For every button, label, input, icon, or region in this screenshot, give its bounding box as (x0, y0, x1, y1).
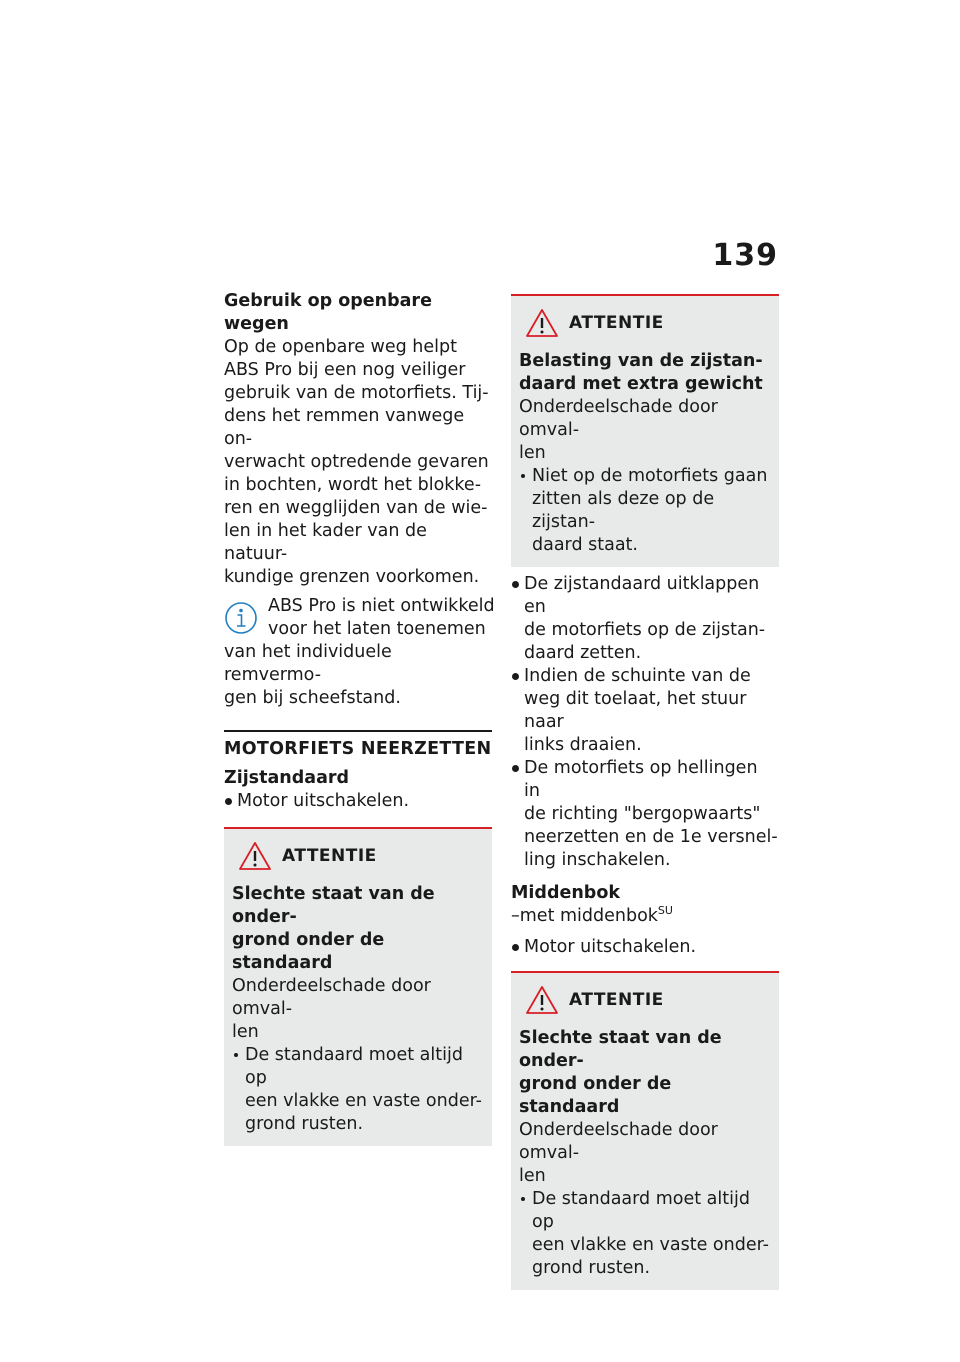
text-line: ren en wegglijden van de wie- (224, 498, 488, 518)
warning-subtitle: Slechte staat van de onder- (232, 884, 435, 927)
step-item: Motor uitschakelen. (511, 936, 779, 959)
text-line: gebruik van de motorfiets. Tij- (224, 383, 489, 403)
text-line: een vlakke en vaste onder- (532, 1235, 769, 1255)
text-line: ling inschakelen. (524, 850, 671, 870)
warning-header (232, 841, 484, 871)
warning-subtitle: grond onder de standaard (232, 930, 385, 973)
warning-subtitle: daard met extra gewicht (519, 374, 763, 394)
warning-header (519, 308, 771, 338)
text-line: grond rusten. (532, 1258, 651, 1278)
note-line: van het individuele remvermo- (224, 642, 392, 685)
warning-measure (519, 465, 771, 557)
note-line: ABS Pro is niet ontwikkeld (268, 596, 495, 616)
text-line: de motorfiets op de zijstan- (524, 620, 766, 640)
warning-title: ATTENTIE (569, 989, 664, 1010)
warning-title: ATTENTIE (569, 312, 664, 333)
text-line: links draaien. (524, 735, 642, 755)
condition-dash: – (511, 906, 520, 926)
text-line: Indien de schuinte van de (524, 666, 751, 686)
text-line: kundige grenzen voorkomen. (224, 567, 480, 587)
warning-measure (519, 1188, 771, 1280)
step-item: Motor uitschakelen. (224, 790, 492, 813)
warning-box (511, 294, 779, 567)
step-item (511, 665, 779, 757)
body-paragraph (224, 336, 492, 589)
step-list (511, 573, 779, 872)
text-line: Niet op de motorfiets gaan (532, 466, 768, 486)
text-line: Op de openbare weg helpt (224, 337, 457, 357)
sub-title-center-stand: Middenbok (511, 883, 620, 903)
text-line: grond rusten. (245, 1114, 364, 1134)
warning-subtitle: Slechte staat van de onder- (519, 1028, 722, 1071)
warning-measure (232, 1044, 484, 1136)
sub-title-side-stand: Zijstandaard (224, 768, 350, 788)
warning-consequence: len (232, 1022, 259, 1042)
text-line: een vlakke en vaste onder- (245, 1091, 482, 1111)
condition-line (511, 905, 779, 928)
text-line: ABS Pro bij een nog veiliger (224, 360, 466, 380)
text-line: zitten als deze op de zijstan- (532, 489, 715, 532)
text-line: De zijstandaard uitklappen en (524, 574, 760, 617)
warning-consequence: len (519, 443, 546, 463)
text-line: De motorfiets op hellingen in (524, 758, 758, 801)
warning-triangle-icon (238, 841, 272, 871)
note-line: gen bij scheefstand. (224, 688, 401, 708)
warning-triangle-icon (525, 985, 559, 1015)
warning-title: ATTENTIE (282, 845, 377, 866)
warning-header (519, 985, 771, 1015)
condition-sup: SU (657, 904, 673, 918)
warning-triangle-icon (525, 308, 559, 338)
left-column (224, 290, 495, 1146)
text-line: in bochten, wordt het blokke- (224, 475, 482, 495)
text-line: daard zetten. (524, 643, 642, 663)
text-line: De standaard moet altijd op (245, 1045, 463, 1088)
warning-subtitle: grond onder de standaard (519, 1074, 672, 1117)
section-title: MOTORFIETS NEERZETTEN (224, 730, 492, 761)
text-line: weg dit toelaat, het stuur naar (524, 689, 747, 732)
warning-consequence: Onderdeelschade door omval- (519, 397, 718, 440)
warning-subtitle: Belasting van de zijstan- (519, 351, 763, 371)
condition-text: met middenbok (519, 906, 658, 926)
heading-public-roads: Gebruik op openbare wegen (224, 291, 432, 334)
step-item (511, 573, 779, 665)
text-line: dens het remmen vanwege on- (224, 406, 465, 449)
page-number: 139 (712, 238, 778, 273)
text-line: neerzetten en de 1e versnel- (524, 827, 778, 847)
warning-consequence: Onderdeelschade door omval- (519, 1120, 718, 1163)
text-line: De standaard moet altijd op (532, 1189, 750, 1232)
warning-consequence: Onderdeelschade door omval- (232, 976, 431, 1019)
info-note (224, 595, 495, 710)
text-line: daard staat. (532, 535, 638, 555)
note-line: voor het laten toenemen (268, 619, 486, 639)
warning-box (224, 827, 492, 1146)
warning-box (511, 971, 779, 1290)
right-column (511, 294, 779, 1290)
text-line: len in het kader van de natuur- (224, 521, 427, 564)
step-item (511, 757, 779, 872)
info-icon (224, 601, 258, 635)
text-line: de richting "bergopwaarts" (524, 804, 761, 824)
text-line: verwacht optredende gevaren (224, 452, 489, 472)
warning-consequence: len (519, 1166, 546, 1186)
